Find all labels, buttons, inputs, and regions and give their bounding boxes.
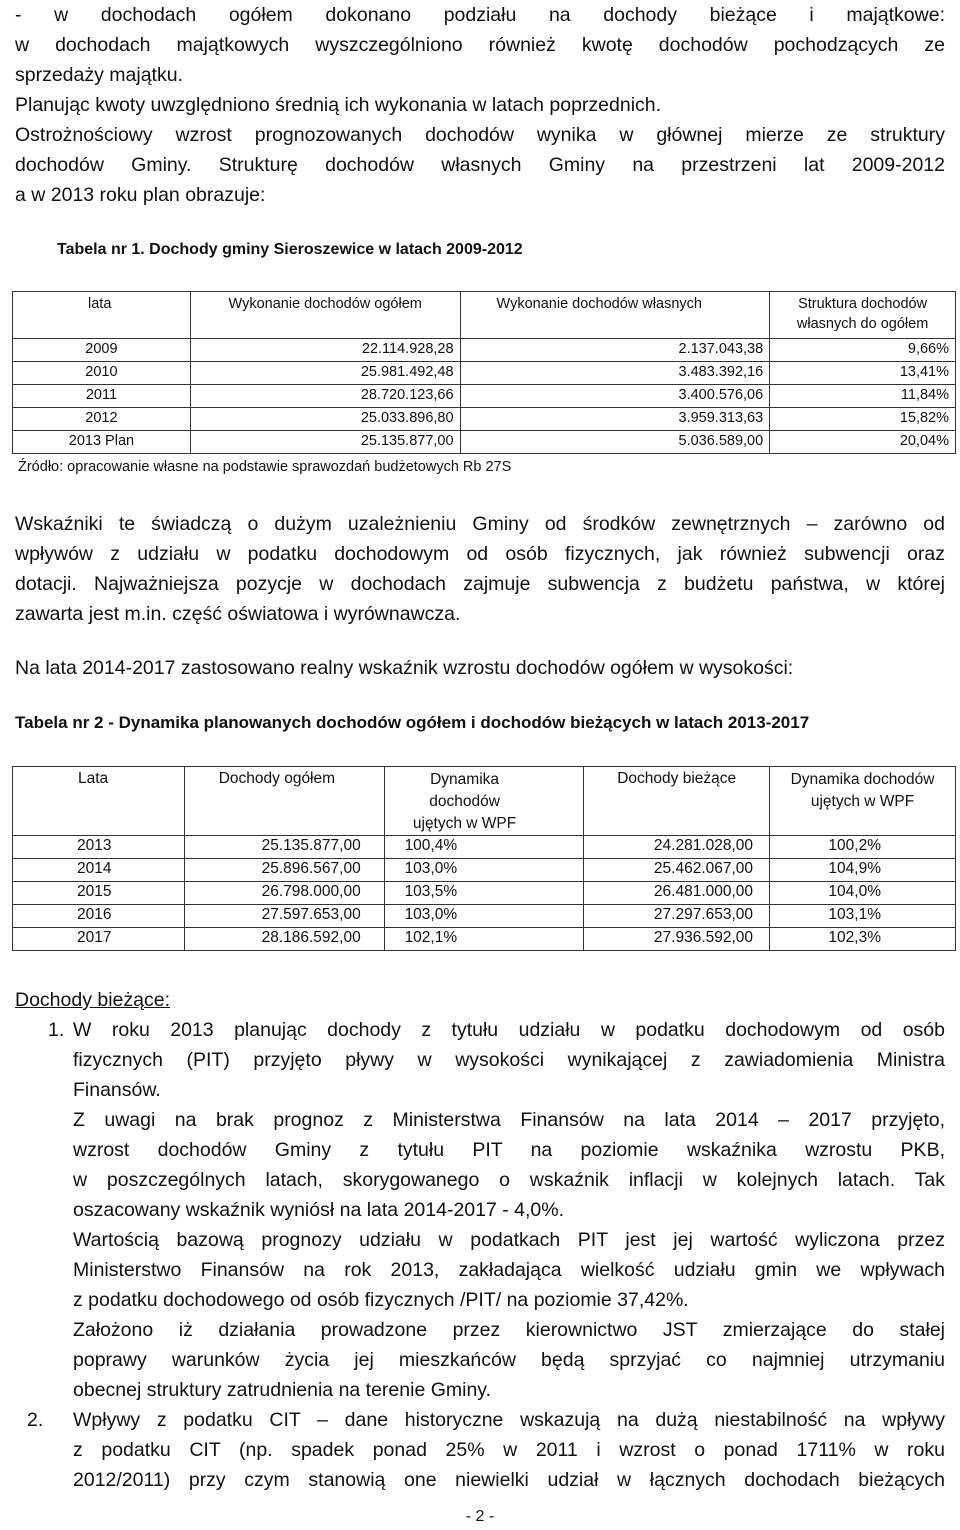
text-line: fizycznych (PIT) przyjęto pływy w wysokości wynikającej z zawiadomienia Ministra [73,1049,945,1071]
table-cell: 103,0% [384,905,584,928]
text-line: Ostrożnościowy wzrost prognozowanych dochodów wynika w głównej mierze ze struktury [15,124,945,146]
list-item [73,1015,945,1405]
table-cell: 3.400.576,06 [460,385,770,408]
table-row [13,431,956,454]
text-line: wpływów z udziału w podatku dochodowym od osób fizycznych, jak również subwencji oraz [15,543,945,565]
text-line: Wskaźniki te świadczą o dużym uzależnieniu Gminy od środków zewnętrznych – zarówno od [15,513,945,535]
table-row [13,905,956,928]
table-row [13,362,956,385]
table-cell: 25.135.877,00 [184,836,384,859]
table2-header-cell: Dochody ogółem [184,767,384,836]
table1-caption: Tabela nr 1. Dochody gminy Sieroszewice w latach 2009-2012 [57,241,523,258]
table-row [13,928,956,951]
text-line: oszacowany wskaźnik wyniósł na lata 2014-2017 - 4,0%. [73,1199,565,1221]
table-cell: 3.959.313,63 [460,408,770,431]
table-cell: 15,82% [770,408,956,431]
table-row [13,836,956,859]
table-cell: 2010 [13,362,191,385]
list-item-number: 2. [27,1409,44,1431]
table-cell: 5.036.589,00 [460,431,770,454]
text-line: Finansów. [73,1079,161,1101]
section-heading [15,985,945,1015]
table-cell: 25.462.067,00 [584,859,770,882]
text-line: zawarta jest m.in. część oświatowa i wyrównawcza. [15,603,461,625]
table-cell: 102,1% [384,928,584,951]
text-line: W roku 2013 planując dochody z tytułu udziału w podatku dochodowym od osób [73,1019,945,1041]
table-cell: 104,9% [770,859,956,882]
table2-header-text: Dynamika dochodów ujętych w WPF [790,771,935,810]
table-cell: 11,84% [770,385,956,408]
table-cell: 103,0% [384,859,584,882]
table-cell: 103,5% [384,882,584,905]
text-line: Wartością bazową prognozy udziału w podatkach PIT jest jej wartość wyliczona przez [73,1229,945,1251]
table-cell: 27.597.653,00 [184,905,384,928]
income-list [15,1015,945,1495]
table-cell: 2016 [13,905,185,928]
table-cell: 2015 [13,882,185,905]
table-cell: 22.114.928,28 [190,339,460,362]
table-cell: 2017 [13,928,185,951]
table2-header-cell [770,767,956,836]
table1-source-note: Źródło: opracowanie własne na podstawie sprawozdań budżetowych Rb 27S [18,459,512,475]
table-cell: 2014 [13,859,185,882]
table-cell: 102,3% [770,928,956,951]
text-line: obecnej struktury zatrudnienia na terenie Gminy. [73,1379,492,1401]
growth-rate-paragraph [15,653,945,683]
table-row [13,882,956,905]
table-cell: 26.798.000,00 [184,882,384,905]
table-row [13,859,956,882]
text-line: Dochody bieżące: [15,989,171,1011]
table2-header-cell: Dochody bieżące [584,767,770,836]
table-cell: 100,2% [770,836,956,859]
table1-header-cell: Struktura dochodów własnych do ogółem [770,292,956,339]
table2-caption: Tabela nr 2 - Dynamika planowanych dochodów ogółem i dochodów bieżących w latach 2013-2017 [15,713,810,732]
text-line: dochodów Gminy. Strukturę dochodów własnych Gminy na przestrzeni lat 2009-2012 [15,154,945,176]
table-cell: 2.137.043,38 [460,339,770,362]
text-line: poprawy warunków życia jej mieszkańców będą sprzyjać co najmniej utrzymaniu [73,1349,945,1371]
text-line: 2012/2011) przy czym stanowią one niewielki udział w łącznych dochodach bieżących [73,1469,945,1491]
table1-header-cell: Wykonanie dochodów własnych [460,292,770,339]
table-row [13,385,956,408]
page-number: - 2 - [465,1508,495,1525]
text-line: Wpływy z podatku CIT – dane historyczne wskazują na dużą niestabilność na wpływy [73,1409,945,1431]
table-cell: 27.297.653,00 [584,905,770,928]
text-line: - w dochodach ogółem dokonano podziału na dochody bieżące i majątkowe: [15,4,945,26]
table2 [12,766,956,951]
table-cell: 3.483.392,16 [460,362,770,385]
table-cell: 2012 [13,408,191,431]
dependency-paragraph [15,509,945,629]
table-cell: 25.033.896,80 [190,408,460,431]
table-cell: 25.896.567,00 [184,859,384,882]
text-line: Na lata 2014-2017 zastosowano realny wskaźnik wzrostu dochodów ogółem w wysokości: [15,657,794,679]
table-cell: 2013 Plan [13,431,191,454]
text-line: z podatku CIT (np. spadek ponad 25% w 2011 i wzrost o ponad 1711% w roku [73,1439,945,1461]
text-line: dotacji. Najważniejsza pozycje w dochodach zajmuje subwencja z budżetu państwa, w której [15,573,945,595]
text-line: w dochodach majątkowych wyszczególniono również kwotę dochodów pochodzących ze [15,34,945,56]
table1-header-cell: Wykonanie dochodów ogółem [190,292,460,339]
table-cell: 20,04% [770,431,956,454]
table-cell: 28.186.592,00 [184,928,384,951]
table1-header-cell: lata [13,292,191,339]
list-item [73,1405,945,1495]
text-line: z podatku dochodowego od osób fizycznych /PIT/ na poziomie 37,42%. [73,1289,689,1311]
table-cell: 27.936.592,00 [584,928,770,951]
table-cell: 2013 [13,836,185,859]
table-cell: 25.981.492,48 [190,362,460,385]
table-row [13,408,956,431]
text-line: a w 2013 roku plan obrazuje: [15,184,266,206]
table-cell: 100,4% [384,836,584,859]
intro-paragraph [15,0,945,210]
table-cell: 9,66% [770,339,956,362]
table-cell: 2011 [13,385,191,408]
table-cell: 24.281.028,00 [584,836,770,859]
table-cell: 13,41% [770,362,956,385]
table2-header-cell: Lata [13,767,185,836]
table2-header-text: Dynamika dochodów ujętych w WPF [412,771,517,832]
table-cell: 2009 [13,339,191,362]
text-line: w poszczególnych latach, skorygowanego o wskaźnik inflacji w kolejnych latach. Tak [73,1169,945,1191]
text-line: wzrost dochodów Gminy z tytułu PIT na poziomie wskaźnika wzrostu PKB, [73,1139,945,1161]
table2-header-cell [384,767,584,836]
text-line: Ministerstwo Finansów na rok 2013, zakładająca wielkość udziału gmin we wpływach [73,1259,945,1281]
table1 [12,291,956,454]
table-cell: 28.720.123,66 [190,385,460,408]
list-item-number: 1. [48,1019,65,1041]
table-cell: 103,1% [770,905,956,928]
table-row [13,339,956,362]
table-cell: 104,0% [770,882,956,905]
table2-header-row [13,767,956,836]
text-line: sprzedaży majątku. [15,64,183,86]
table1-header-row [13,292,956,339]
table-cell: 26.481.000,00 [584,882,770,905]
text-line: Założono iż działania prowadzone przez kierownictwo JST zmierzające do stałej [73,1319,945,1341]
text-line: Planując kwoty uwzględniono średnią ich wykonania w latach poprzednich. [15,94,662,116]
text-line: Z uwagi na brak prognoz z Ministerstwa Finansów na lata 2014 – 2017 przyjęto, [73,1109,945,1131]
table-cell: 25.135.877,00 [190,431,460,454]
